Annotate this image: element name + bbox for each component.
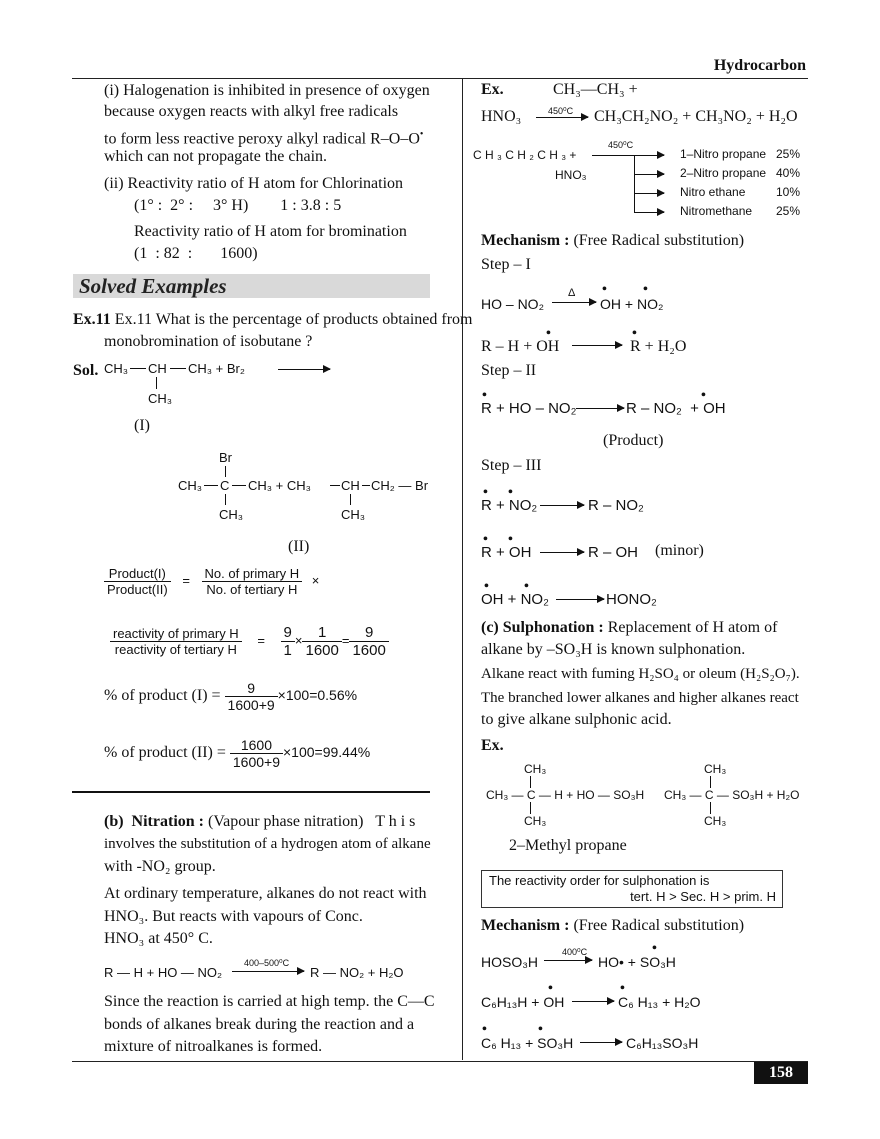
sulphonation-line-5: to give alkane sulphonic acid. <box>481 711 672 728</box>
branch-spine <box>634 155 635 212</box>
step-1a-left: HO – NO₂ <box>481 296 544 312</box>
product-1-name: 1–Nitro propane <box>680 147 767 161</box>
step-3a-left: R + NO₂ <box>481 497 538 514</box>
sulphonation-line-4: The branched lower alkanes and higher alkanes react <box>481 690 799 706</box>
branch-arrow-4 <box>634 212 664 213</box>
step-1b-right: R + H₂O <box>630 338 687 355</box>
radical-dot: • <box>524 579 529 594</box>
branch-arrow-1 <box>634 155 664 156</box>
radical-dot: • <box>701 388 706 403</box>
m2b-right: C₆ H₁₃ + H₂O <box>618 994 701 1010</box>
product-4-name: Nitromethane <box>680 204 753 218</box>
nitration-line-3: with -NO₂ group. <box>104 858 216 875</box>
halogenation-ii-line-2: (1° : 2° : 3° H) 1 : 3.8 : 5 <box>134 197 342 214</box>
m2b-arrow <box>572 1001 614 1002</box>
reactivity-order-box <box>481 870 783 908</box>
step-3c-arrow <box>556 599 604 600</box>
radical-dot: • <box>483 485 488 500</box>
percent-product-II: % of product (II) = $\frac{1600}{1600+9}$ ×100=99.44% <box>104 737 371 770</box>
column-divider <box>462 78 463 1060</box>
step-2-arrow <box>576 408 624 409</box>
step-2-label: Step – II <box>481 362 537 379</box>
closing-line-2: bonds of alkanes break during the reaction and a <box>104 1016 415 1033</box>
ex11-line-1: Ex.11 What is the percentage of products obtained from <box>114 311 473 328</box>
step-3c-right: HONO₂ <box>606 591 657 608</box>
step-3c-left: OH + NO₂ <box>481 591 549 608</box>
radical-dot: • <box>483 532 488 547</box>
example-11-question: Ex.11 Ex.11 What is the percentage of products obtained from <box>73 311 473 328</box>
propane-reagent: HNO₃ <box>555 168 587 182</box>
propane-condition: 450⁰C <box>608 140 634 150</box>
nitration-arrow <box>232 971 304 972</box>
step-1b-arrow <box>572 345 622 346</box>
ex-label: Ex. <box>481 81 504 98</box>
m2a-left: HOSO₃H <box>481 954 539 970</box>
sulphonation-heading: (c) Sulphonation : Replacement of H atom of <box>481 619 778 636</box>
step-3b-left: R + OH <box>481 544 532 561</box>
branch-arrow-3 <box>634 193 664 194</box>
step-1a-condition: Δ <box>568 287 576 299</box>
branch-connector <box>592 155 634 156</box>
reactivity-ratio-equation: $\frac{\text{reactivity of primary H}}{\text{reactivity of tertiary H}}$ = $\frac{9}{1}$ × $\frac{1}{1600}$ = $\frac{9}{1600}$ <box>110 624 389 659</box>
label-product-II: (II) <box>288 538 310 555</box>
m2c-right: C₆H₁₃SO₃H <box>626 1035 699 1051</box>
step-2-left: R + HO – NO₂ <box>481 400 577 417</box>
ethane-equation-right: CH₃CH₂NO₂ + CH₃NO₂ + H₂O <box>594 108 798 125</box>
ethane-equation-left: HNO₃ <box>481 108 522 125</box>
product-1-pct: 25% <box>776 147 801 161</box>
product-4-pct: 25% <box>776 204 801 218</box>
box-line-2: tert. H > Sec. H > prim. H <box>630 889 776 904</box>
radical-dot: • <box>508 485 513 500</box>
product-3-name: Nitro ethane <box>680 185 746 199</box>
ex-2-label: Ex. <box>481 737 504 754</box>
radical-dot: • <box>546 326 551 341</box>
sol-label: Sol. <box>73 362 99 379</box>
label-product-I: (I) <box>134 417 150 434</box>
halogenation-i-line-1: (i) Halogenation is inhibited in presence of oxygen <box>104 82 430 99</box>
halogenation-ii-line-4: (1 : 82 : 1600) <box>134 245 258 262</box>
product-label: (Product) <box>603 432 664 449</box>
closing-line-1: Since the reaction is carried at high temp. the C—C <box>104 993 435 1010</box>
radical-dot: • <box>652 941 657 956</box>
nitration-equation-left: R — H + HO — NO₂ <box>104 965 223 980</box>
branch-arrow-2 <box>634 174 664 175</box>
radical-dot: • <box>538 1022 543 1037</box>
sulphonation-line-2: alkane by –SO₃H is known sulphonation. <box>481 641 746 658</box>
halogenation-i-line-3: to form less reactive peroxy alkyl radical R–O–O• <box>104 129 424 148</box>
nitration-line-4: At ordinary temperature, alkanes do not react with <box>104 885 427 902</box>
chapter-title: Hydrocarbon <box>713 57 806 74</box>
product-3-pct: 10% <box>776 185 801 199</box>
radical-dot: • <box>548 981 553 996</box>
minor-note: (minor) <box>655 542 704 559</box>
ethane-arrow <box>536 117 588 118</box>
step-3b-right: R – OH <box>588 544 639 561</box>
ex11-line-2: monobromination of isobutane ? <box>104 333 313 350</box>
mechanism-1-heading: Mechanism : (Free Radical substitution) <box>481 232 745 249</box>
box-line-1: The reactivity order for sulphonation is <box>489 873 710 888</box>
step-3-label: Step – III <box>481 457 542 474</box>
nitration-line-5: HNO₃. But reacts with vapours of Conc. <box>104 908 363 925</box>
nitration-equation-right: R — NO₂ + H₂O <box>310 965 404 980</box>
propane-reactant: C H ₃ C H ₂ C H ₃ + <box>473 148 577 162</box>
radical-dot: • <box>620 981 625 996</box>
nitration-equation-condition: 400–500⁰C <box>244 958 290 968</box>
step-1a-arrow <box>552 302 596 303</box>
step-1b-left: R – H + OH <box>481 338 560 355</box>
m2b-left: C₆H₁₃H + OH <box>481 994 565 1010</box>
sulphonation-line-3: Alkane react with fuming H₂SO₄ or oleum (H₂S₂O₇). <box>481 666 800 682</box>
radical-dot: • <box>602 282 607 297</box>
solved-examples-banner: Solved Examples <box>73 274 430 298</box>
product-2-pct: 40% <box>776 166 801 180</box>
step-1a-right: OH + NO₂ <box>600 296 664 312</box>
reaction-arrow <box>278 369 330 370</box>
step-3a-right: R – NO₂ <box>588 497 644 514</box>
radical-dot: • <box>482 1022 487 1037</box>
radical-dot: • <box>643 282 648 297</box>
ethane-equation-condition: 450⁰C <box>548 106 574 116</box>
halogenation-ii-line-1: (ii) Reactivity ratio of H atom for Chlorination <box>104 175 404 192</box>
mechanism-2-heading: Mechanism : (Free Radical substitution) <box>481 917 745 934</box>
closing-line-3: mixture of nitroalkanes is formed. <box>104 1038 323 1055</box>
halogenation-ii-line-3: Reactivity ratio of H atom for bromination <box>134 223 407 240</box>
percent-product-I: % of product (I) = $\frac{9}{1600+9}$ ×100=0.56% <box>104 680 358 713</box>
nitration-line-2: involves the substitution of a hydrogen atom of alkane <box>104 836 431 852</box>
step-3b-arrow <box>540 552 584 553</box>
m2c-arrow <box>580 1042 622 1043</box>
halogenation-i-line-4: which can not propagate the chain. <box>104 148 328 165</box>
step-1-label: Step – I <box>481 256 531 273</box>
section-divider <box>72 791 430 793</box>
nitration-line-6: HNO₃ at 450° C. <box>104 930 213 947</box>
m2c-left: C₆ H₁₃ + SO₃H <box>481 1035 574 1051</box>
sulphonation-structures: CH₃ CH₃ — C — H + HO — SO₃H CH₃ CH₃ CH₃ — C — SO₃H + H₂O CH₃ <box>486 762 800 828</box>
radical-dot: • <box>508 532 513 547</box>
radical-dot: • <box>482 388 487 403</box>
footer-rule <box>72 1061 808 1062</box>
ethane-equation-top: CH₃—CH₃ + <box>553 81 638 98</box>
product-2-name: 2–Nitro propane <box>680 166 767 180</box>
m2a-right: HO• + SO₃H <box>598 954 676 970</box>
radical-dot: • <box>632 326 637 341</box>
radical-dot: • <box>484 579 489 594</box>
bromination-products-structure: Br CH₃ C CH₃ + CH₃ CH CH₂ — Br CH₃ CH₃ <box>178 450 429 522</box>
halogenation-i-line-2: because oxygen reacts with alkyl free radicals <box>104 103 399 120</box>
step-3a-arrow <box>540 505 584 506</box>
methyl-propane-label: 2–Methyl propane <box>509 837 627 854</box>
product-ratio-equation: $\frac{\text{Product(I)}}{\text{Product(II)}}$ = $\frac{\text{No. of primary H}}{\text{No. of tertiary H}}$ × <box>104 566 319 597</box>
m2a-arrow <box>544 960 592 961</box>
page-number: 158 <box>754 1062 808 1084</box>
nitration-heading: (b) Nitration : (Vapour phase nitration) T h i s <box>104 813 416 830</box>
m2a-condition: 400⁰C <box>562 947 588 957</box>
step-2-right: R – NO₂ + OH <box>626 400 726 417</box>
